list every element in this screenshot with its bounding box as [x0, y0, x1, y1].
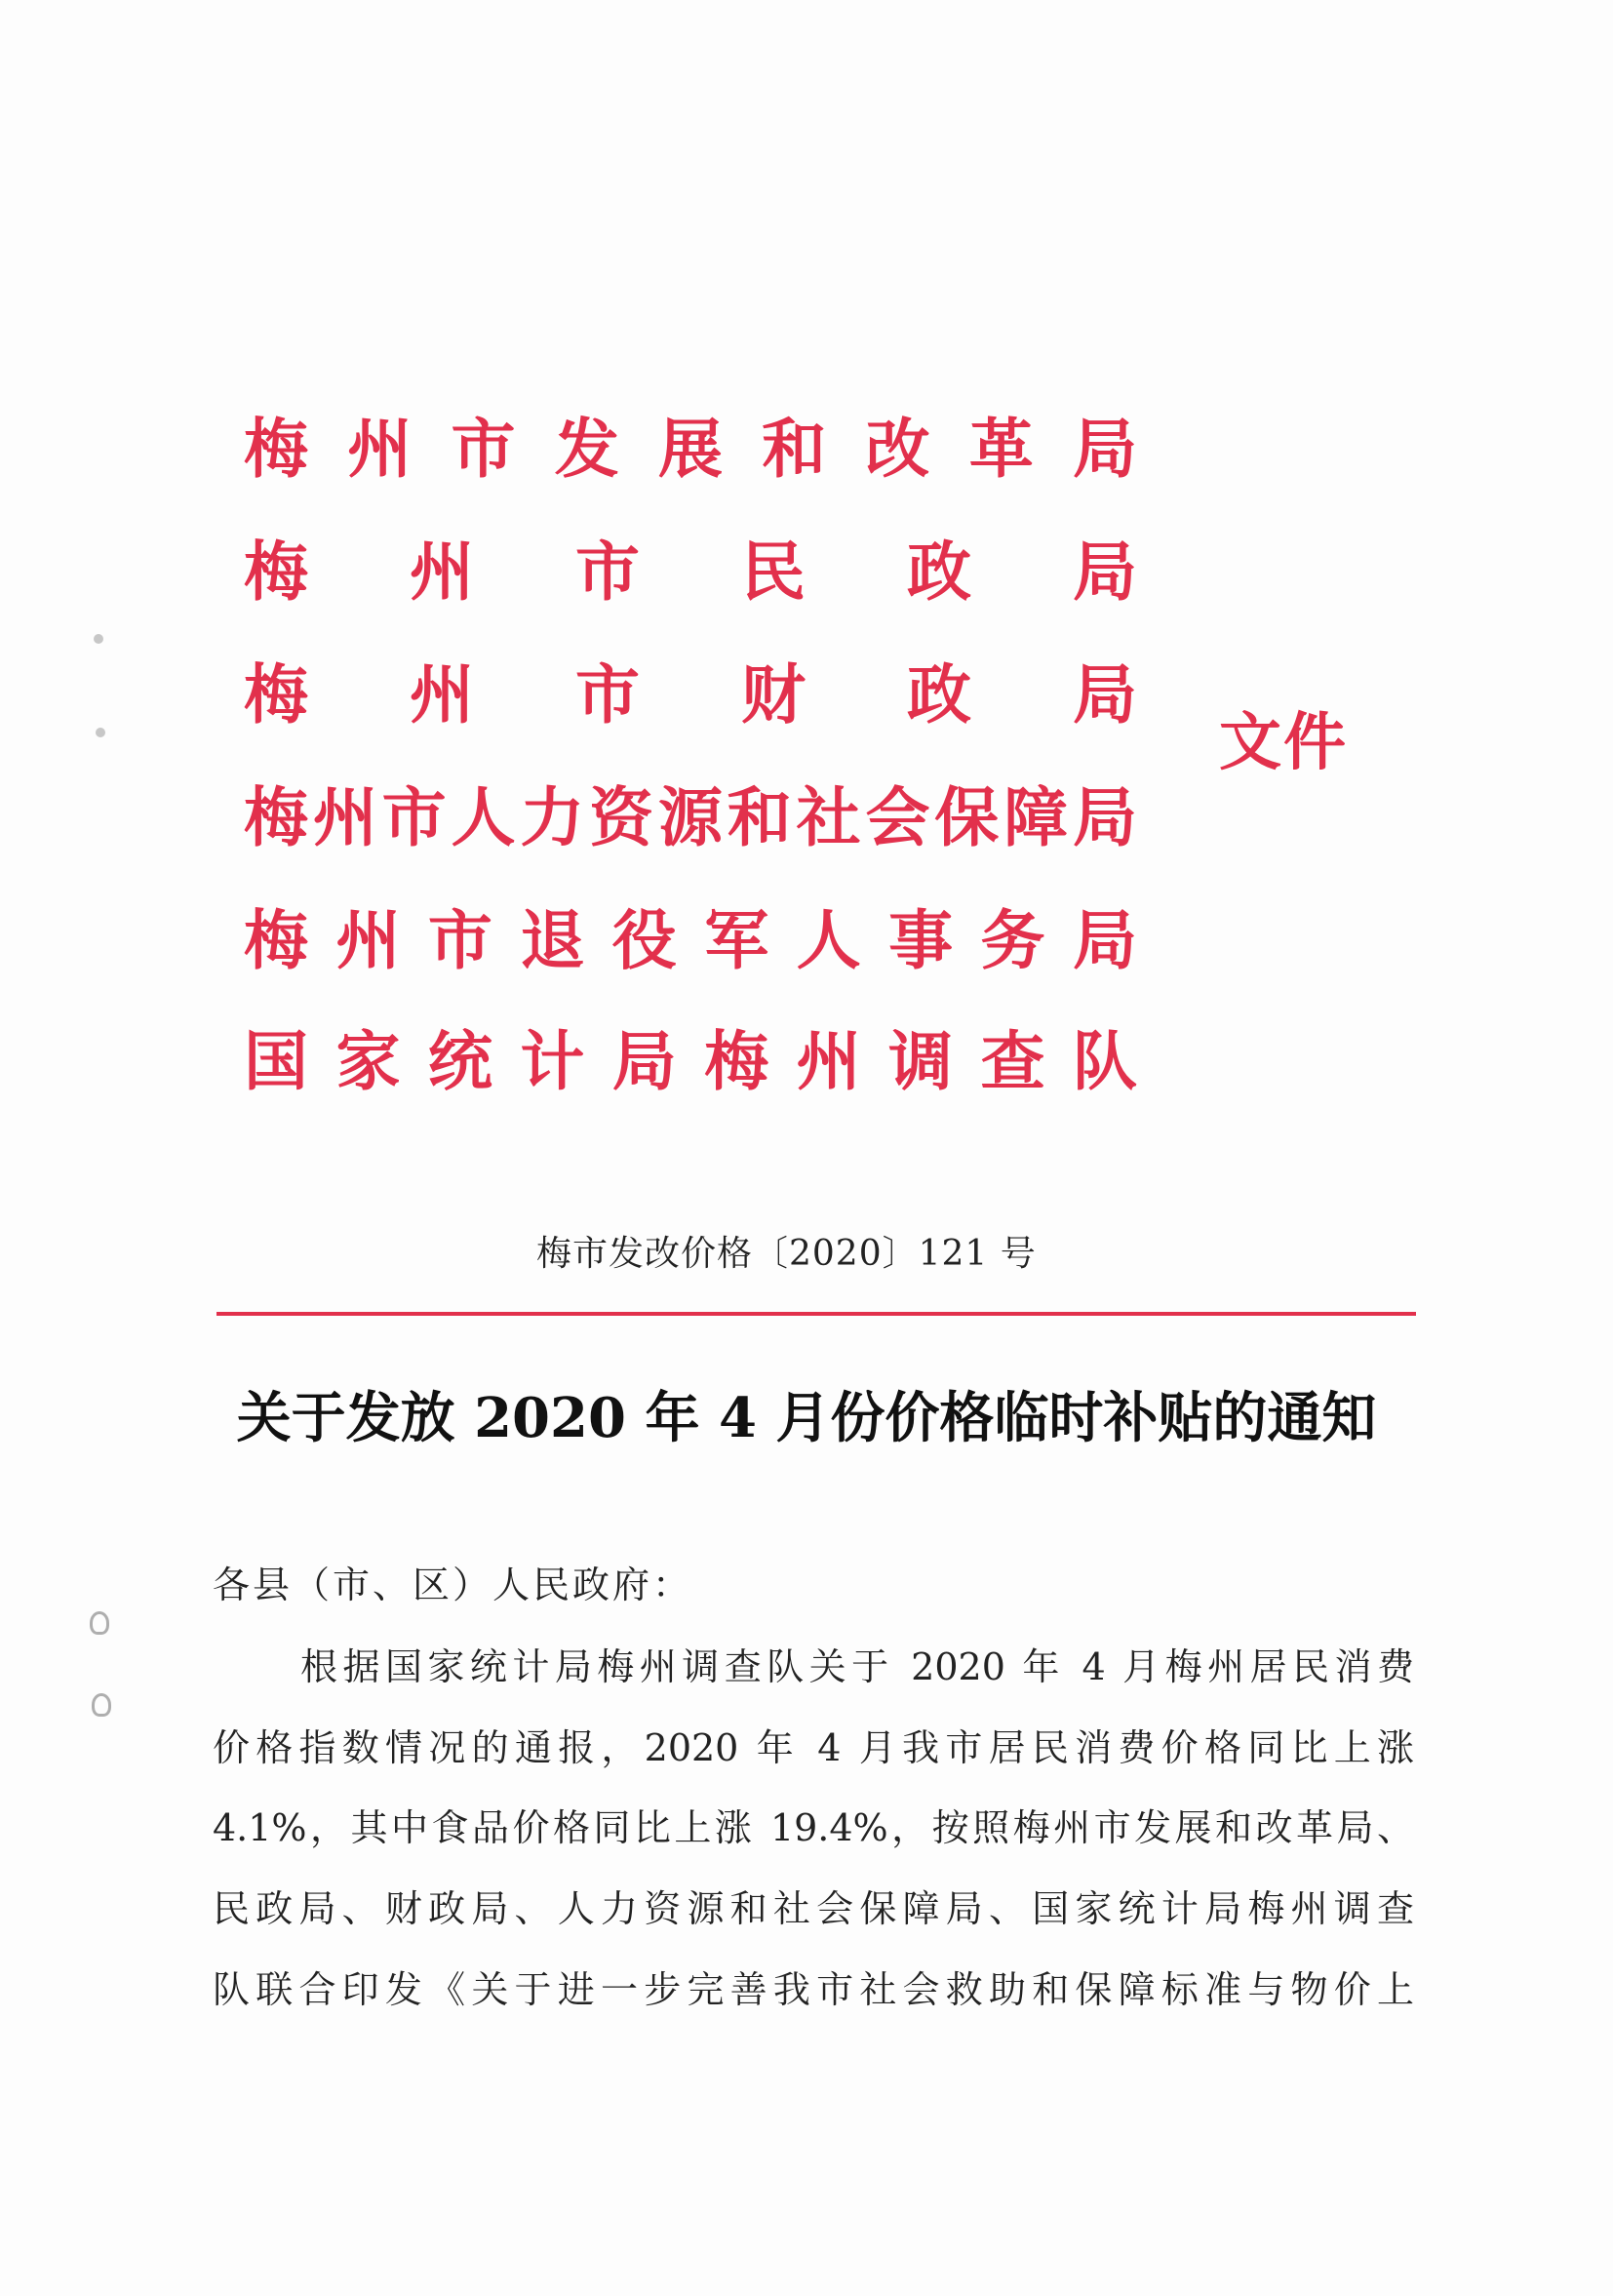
issuer-character: 人 — [796, 902, 861, 978]
body-text-line: 民政局、财政局、人力资源和社会保障局、国家统计局梅州调查 — [213, 1887, 1414, 1930]
body-text-line: 4.1%，其中食品价格同比上涨 19.4%，按照梅州市发展和改革局、 — [213, 1806, 1414, 1849]
issuer-character: 梅 — [244, 902, 308, 978]
issuer-character: 保 — [934, 779, 1000, 855]
issuer-character: 州 — [312, 779, 377, 855]
issuer-character: 局 — [611, 1023, 677, 1099]
issuer-character: 军 — [704, 902, 769, 978]
body-text-line: 队联合印发《关于进一步完善我市社会救助和保障标准与物价上 — [213, 1968, 1414, 2011]
issuer-character: 家 — [335, 1023, 401, 1099]
issuer-veterans-affairs-bureau — [244, 891, 1137, 989]
issuer-character: 梅 — [244, 656, 308, 732]
issuer-civil-affairs-bureau — [244, 523, 1137, 620]
issuer-character: 财 — [741, 656, 806, 732]
issuer-character: 发 — [554, 411, 619, 487]
issuer-character: 梅 — [244, 779, 308, 855]
issuer-character: 和 — [727, 779, 792, 855]
issuer-character: 梅 — [244, 534, 308, 610]
issuer-character: 和 — [762, 411, 827, 487]
body-text-line: 价格指数情况的通报，2020 年 4 月我市居民消费价格同比上涨 — [213, 1726, 1414, 1769]
issuer-character: 统 — [427, 1023, 492, 1099]
issuer-character: 政 — [907, 534, 971, 610]
issuer-character: 梅 — [244, 411, 308, 487]
issuer-character: 市 — [575, 534, 640, 610]
issuer-character: 改 — [865, 411, 930, 487]
document-label: 文件 — [1219, 706, 1348, 779]
issuer-character: 市 — [381, 779, 447, 855]
issuer-character: 局 — [1073, 534, 1137, 610]
issuer-character: 查 — [980, 1023, 1045, 1099]
issuer-character: 人 — [451, 779, 516, 855]
salutation: 各县（市、区）人民政府： — [213, 1564, 693, 1606]
issuer-character: 资 — [589, 779, 654, 855]
issuer-character: 务 — [980, 902, 1045, 978]
issuer-character: 局 — [1073, 411, 1137, 487]
punch-hole-mark — [92, 1693, 111, 1717]
scan-mark — [94, 634, 103, 644]
issuer-character: 计 — [520, 1023, 585, 1099]
issuer-character: 社 — [796, 779, 861, 855]
issuer-character: 源 — [657, 779, 723, 855]
issuer-character: 役 — [611, 902, 677, 978]
issuer-character: 退 — [520, 902, 585, 978]
issuer-character: 州 — [796, 1023, 861, 1099]
issuer-character: 局 — [1073, 656, 1137, 732]
document-number: 梅市发改价格〔2020〕121 号 — [536, 1234, 1037, 1274]
issuer-character: 革 — [968, 411, 1034, 487]
issuer-character: 州 — [410, 656, 474, 732]
issuer-hr-social-security-bureau — [244, 769, 1137, 866]
issuer-character: 州 — [347, 411, 413, 487]
issuer-statistics-survey-team — [244, 1012, 1137, 1110]
issuer-character: 力 — [520, 779, 585, 855]
issuer-character: 梅 — [704, 1023, 769, 1099]
issuer-character: 州 — [335, 902, 401, 978]
issuer-character: 民 — [741, 534, 806, 610]
issuer-character: 政 — [907, 656, 971, 732]
issuer-character: 局 — [1072, 779, 1137, 855]
issuer-character: 事 — [888, 902, 954, 978]
body-text-line: 根据国家统计局梅州调查队关于 2020 年 4 月梅州居民消费 — [300, 1645, 1414, 1688]
issuer-character: 市 — [451, 411, 516, 487]
issuer-character: 局 — [1072, 902, 1137, 978]
scan-mark — [96, 728, 105, 737]
issuer-development-reform-bureau — [244, 400, 1137, 497]
issuer-character: 展 — [658, 411, 723, 487]
issuer-character: 队 — [1072, 1023, 1137, 1099]
issuer-character: 市 — [575, 656, 640, 732]
issuer-finance-bureau — [244, 646, 1137, 743]
punch-hole-mark — [90, 1611, 109, 1635]
issuer-character: 国 — [244, 1023, 308, 1099]
issuer-character: 调 — [888, 1023, 954, 1099]
issuer-character: 市 — [427, 902, 492, 978]
issuer-character: 会 — [865, 779, 930, 855]
issuer-character: 州 — [410, 534, 474, 610]
red-divider-line — [216, 1312, 1416, 1316]
issuer-character: 障 — [1003, 779, 1069, 855]
notice-title: 关于发放 2020 年 4 月份价格临时补贴的通知 — [236, 1386, 1377, 1450]
